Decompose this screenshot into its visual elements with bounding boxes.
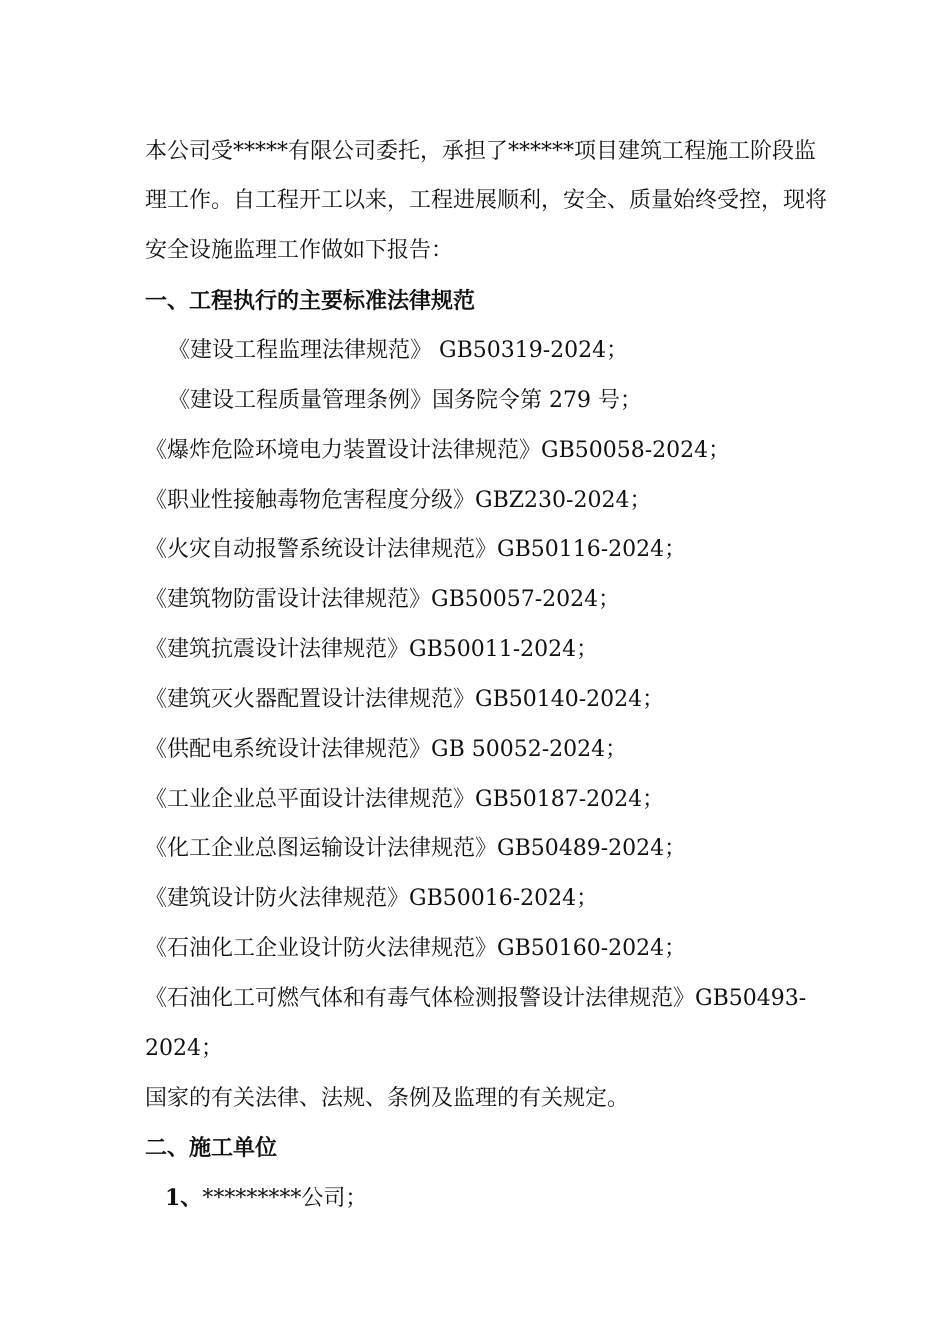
standard-item: 《爆炸危险环境电力装置设计法律规范》GB50058-2024； [145, 438, 731, 463]
intro-line-2: 理工作。自工程开工以来，工程进展顺利，安全、质量始终受控，现将 [145, 188, 828, 213]
standard-item: 《供配电系统设计法律规范》GB 50052-2024； [145, 737, 628, 762]
contractor-item-text: *********公司； [202, 1186, 368, 1211]
intro-line-3: 安全设施监理工作做如下报告： [145, 238, 454, 263]
contractor-item [165, 1183, 367, 1214]
standard-item: 《工业企业总平面设计法律规范》GB50187-2024； [145, 787, 665, 812]
section-1-heading: 一、工程执行的主要标准法律规范 [145, 288, 476, 314]
standard-item: 国家的有关法律、法规、条例及监理的有关规定。 [145, 1086, 630, 1111]
standard-item: 《建筑灭火器配置设计法律规范》GB50140-2024； [145, 687, 665, 712]
standard-item: 《建设工程监理法律规范》 GB50319-2024； [168, 338, 629, 363]
standard-item-continuation: 2024； [145, 1036, 223, 1061]
standard-item: 《职业性接触毒物危害程度分级》GBZ230-2024； [145, 488, 652, 513]
standard-item: 《建筑抗震设计法律规范》GB50011-2024； [145, 637, 599, 662]
standard-item: 《建筑物防雷设计法律规范》GB50057-2024； [145, 587, 621, 612]
standard-item: 《石油化工企业设计防火法律规范》GB50160-2024； [145, 936, 687, 961]
intro-line-1: 本公司受*****有限公司委托，承担了******项目建筑工程施工阶段监 [145, 139, 817, 164]
standard-item: 《火灾自动报警系统设计法律规范》GB50116-2024； [145, 537, 687, 562]
contractor-item-number: 1、 [165, 1185, 203, 1211]
standard-item: 《化工企业总图运输设计法律规范》GB50489-2024； [145, 836, 687, 861]
standard-item: 《石油化工可燃气体和有毒气体检测报警设计法律规范》GB50493- [145, 986, 807, 1011]
section-2-heading: 二、施工单位 [145, 1135, 278, 1161]
standard-item: 《建筑设计防火法律规范》GB50016-2024； [145, 886, 599, 911]
standard-item: 《建设工程质量管理条例》国务院令第 279 号； [168, 388, 642, 413]
